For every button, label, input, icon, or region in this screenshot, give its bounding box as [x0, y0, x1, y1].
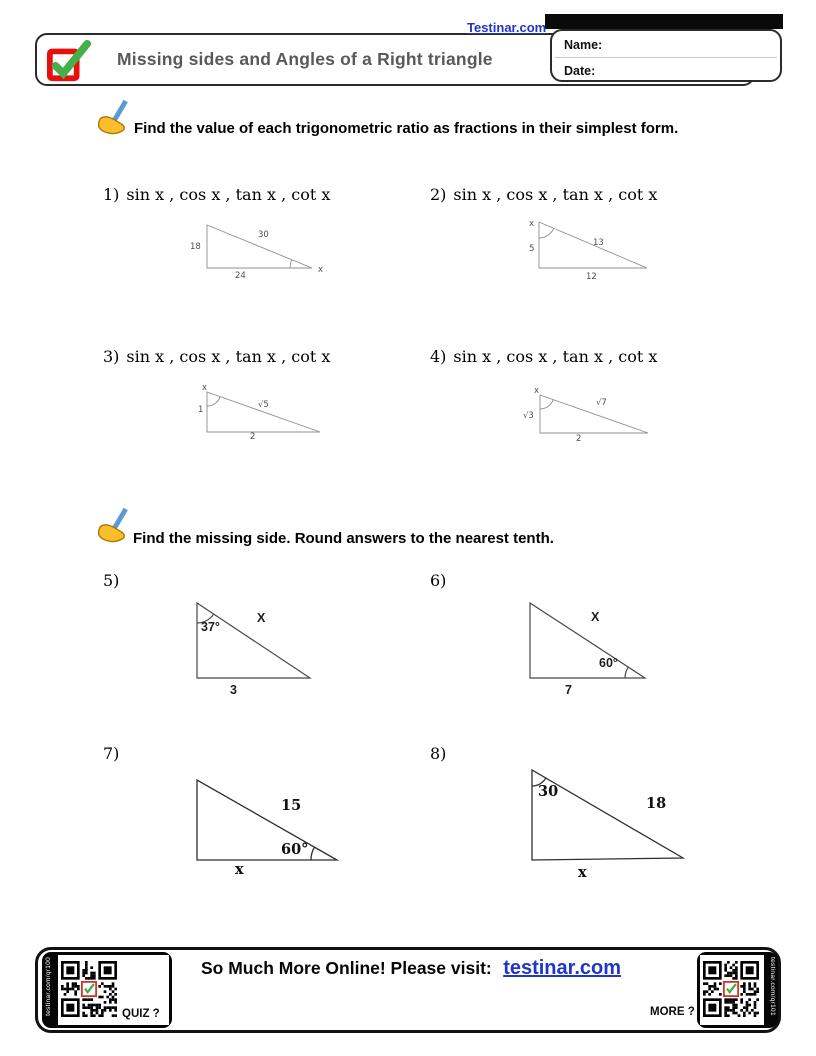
footer-message: So Much More Online! Please visit: [200, 958, 492, 978]
date-label: Date: [564, 64, 596, 78]
angle-label: 60° [281, 841, 309, 858]
angle-arc [290, 260, 292, 268]
problem-3-header [103, 347, 330, 366]
footer-message-row [178, 957, 644, 980]
qr-right-panel [700, 955, 764, 1025]
problem-3-number: 3) [103, 347, 120, 366]
side-label-hypotenuse: 13 [593, 238, 604, 248]
side-label-bottom: 7 [565, 683, 572, 697]
problem-1-header [103, 185, 330, 204]
checkbox-check-icon [47, 38, 91, 84]
problem-8-number: 8) [430, 744, 447, 763]
triangle-7-diagram [185, 770, 350, 876]
side-label-bottom: 24 [235, 271, 246, 280]
problem-1-number: 1) [103, 185, 120, 204]
header-site-link[interactable]: Testinar.com [467, 20, 547, 35]
instruction-1: Find the value of each trigonometric ratio as fractions in their simplest form. [134, 120, 679, 137]
qr-code-right [703, 961, 759, 1017]
angle-arc [311, 847, 314, 860]
side-label-bottom: 12 [586, 272, 597, 280]
pencil-shaft [113, 101, 126, 122]
angle-label: 30 [538, 783, 559, 800]
triangle-outline [197, 780, 337, 860]
problem-4-number: 4) [430, 347, 447, 366]
angle-arc [540, 400, 553, 409]
hand-shape [99, 525, 125, 542]
problem-2-header [430, 185, 657, 204]
angle-arc [625, 667, 628, 678]
instruction-2: Find the missing side. Round answers to the nearest tenth. [133, 530, 554, 547]
side-label-bottom: 2 [250, 432, 256, 440]
pencil-shaft [113, 509, 126, 530]
side-label-left: 1 [198, 405, 204, 415]
triangle-4-diagram [520, 385, 660, 443]
qr-right-caption: testinar.com/qr101 [769, 957, 776, 1016]
side-label-hypotenuse: 30 [258, 230, 269, 240]
hand-shape [99, 117, 125, 134]
name-date-divider [555, 57, 777, 58]
angle-arc [207, 397, 220, 406]
angle-label: x [534, 386, 540, 396]
page-title: Missing sides and Angles of a Right triangle [117, 49, 493, 69]
side-label-bottom: 2 [576, 434, 582, 443]
footer-banner [35, 947, 781, 1033]
name-label: Name: [564, 38, 603, 52]
triangle-outline [207, 392, 320, 432]
side-label-left: 18 [190, 242, 201, 252]
triangle-8-diagram [518, 760, 693, 880]
triangle-6-diagram [515, 595, 665, 697]
name-field[interactable] [564, 38, 602, 52]
triangle-5-diagram [185, 595, 335, 697]
problem-5-number: 5) [103, 571, 120, 590]
qr-block-right [697, 952, 778, 1028]
angle-label: x [529, 219, 535, 229]
problem-2-prompt: sin x , cos x , tan x , cot x [453, 185, 658, 204]
angle-arc [539, 228, 554, 238]
angle-label: x [202, 383, 208, 393]
triangle-3-diagram [190, 382, 330, 440]
triangle-outline [197, 603, 310, 678]
problem-2-number: 2) [430, 185, 447, 204]
side-label-bottom: x [235, 861, 244, 876]
side-label-hypotenuse: √5 [258, 400, 269, 410]
side-label-hypotenuse: √7 [596, 398, 607, 408]
problem-4-prompt: sin x , cos x , tan x , cot x [453, 347, 658, 366]
problem-3-prompt: sin x , cos x , tan x , cot x [126, 347, 331, 366]
side-label-hypotenuse: 15 [281, 797, 302, 814]
side-label-bottom: 3 [230, 683, 237, 697]
hand-pencil-icon [97, 508, 137, 545]
qr-left-caption: testinar.com/qr100 [45, 957, 52, 1016]
angle-label: x [318, 265, 324, 275]
more-label: MORE ? [650, 1006, 695, 1018]
triangle-2-diagram [520, 216, 670, 280]
side-label-hypotenuse: X [257, 611, 266, 625]
problem-1-prompt: sin x , cos x , tan x , cot x [126, 185, 331, 204]
angle-label: 60° [599, 656, 618, 670]
problem-7-number: 7) [103, 744, 120, 763]
triangle-1-diagram [180, 218, 340, 280]
name-date-box [550, 29, 782, 82]
date-field[interactable] [564, 64, 595, 78]
triangle-outline [540, 395, 648, 433]
side-label-left: √3 [523, 411, 534, 421]
quiz-label: QUIZ ? [122, 1008, 160, 1020]
qr-code-left [61, 961, 117, 1017]
footer-site-link[interactable]: testinar.com [503, 957, 622, 979]
side-label-left: 5 [529, 244, 535, 254]
problem-6-number: 6) [430, 571, 447, 590]
angle-label: 37° [201, 620, 220, 634]
problem-4-header [430, 347, 657, 366]
side-label-hypotenuse: 18 [646, 795, 667, 812]
triangle-outline [530, 603, 645, 678]
side-label-bottom: x [578, 864, 587, 880]
side-label-hypotenuse: X [591, 610, 600, 624]
header-top-black-bar [545, 14, 783, 29]
hand-pencil-icon [97, 100, 137, 137]
